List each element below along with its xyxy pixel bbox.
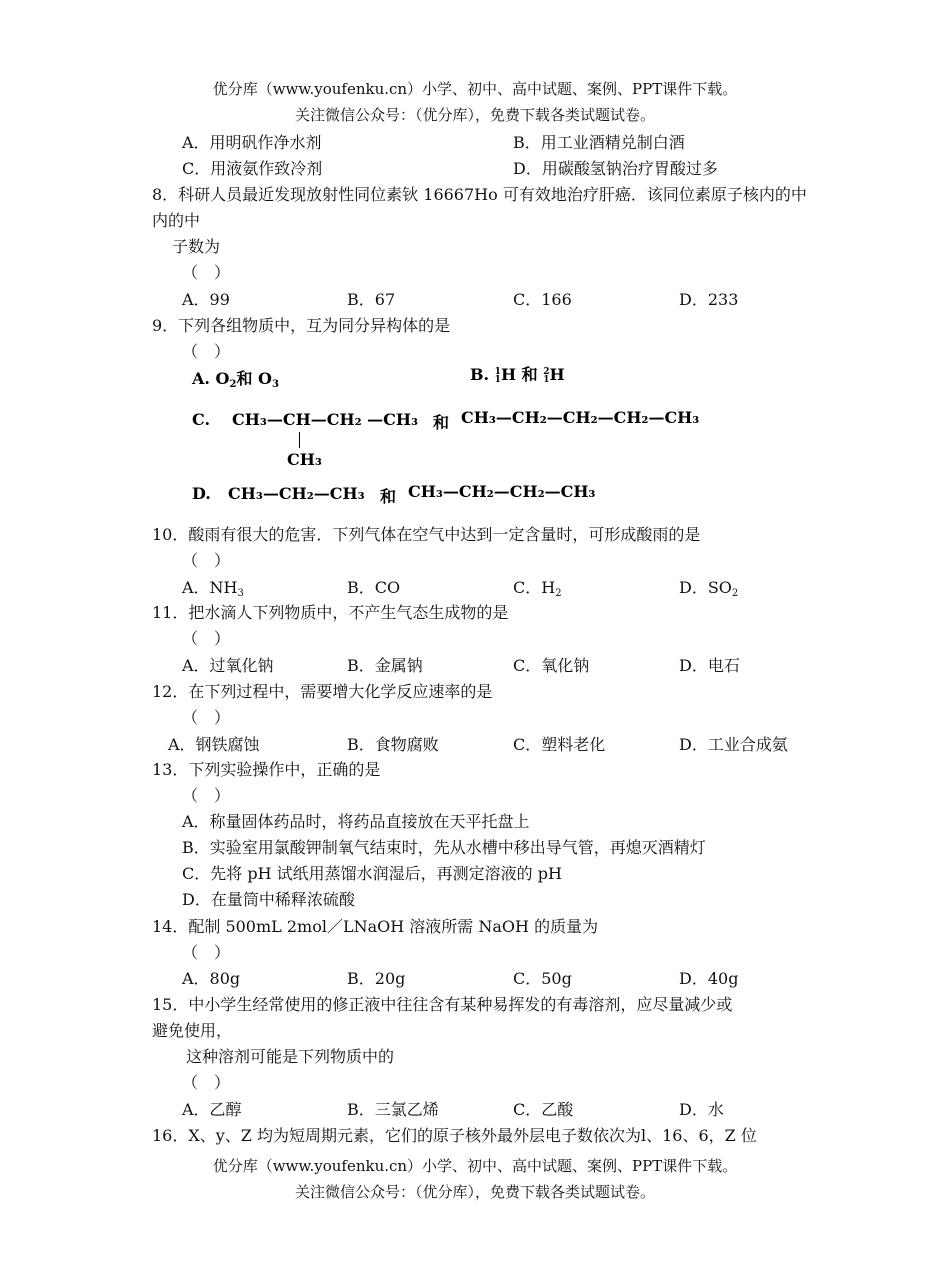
q13-option-d: D．在量筒中稀释浓硫酸 <box>182 890 355 909</box>
q13-option-c: C．先将 pH 试纸用蒸馏水润湿后，再测定溶液的 pH <box>182 864 562 883</box>
footer-line-2: 关注微信公众号：（优分库），免费下载各类试题试卷。 <box>294 1183 655 1201</box>
q15-text: 15．中小学生经常使用的修正液中往往含有某种易挥发的有毒溶剂，应尽量减少或 <box>152 995 733 1014</box>
q9-option-d-left: CH₃—CH₂—CH₃ <box>228 484 365 503</box>
q14-paren: （ ） <box>182 943 231 962</box>
q14-option-d: D．40g <box>679 969 739 988</box>
q9-option-d-and: 和 <box>380 487 397 506</box>
q11-option-d: D．电石 <box>679 656 740 675</box>
q9-option-b: B. 1 1H 和 2 1H <box>470 365 565 385</box>
q9-option-c-branch: CH₃ <box>287 450 322 469</box>
q12-option-c: C．塑料老化 <box>513 735 606 754</box>
q8-option-d: D．233 <box>679 290 739 309</box>
q8-option-a: A．99 <box>182 290 230 309</box>
q10-option-a: A．$NH_3$ <box>182 578 244 599</box>
q15-text-cont1: 避免使用， <box>152 1021 233 1040</box>
q14-text: 14．配制 500mL 2mol／LNaOH 溶液所需 NaOH 的质量为 <box>152 917 599 936</box>
q15-paren: （ ） <box>182 1073 231 1092</box>
q11-paren: （ ） <box>182 629 231 648</box>
q10-paren: （ ） <box>182 551 231 570</box>
q11-option-c: C．氧化钠 <box>513 656 590 675</box>
q9-text: 9．下列各组物质中，互为同分异构体的是 <box>152 316 451 335</box>
q9-option-c-label: C. <box>192 410 211 429</box>
q9-option-a: A. $O_2$和 $O_3$ <box>192 369 279 390</box>
q9-branch-bond <box>299 432 300 448</box>
q10-option-d: D．$SO_2$ <box>679 578 739 599</box>
q11-option-b: B．金属钠 <box>347 656 423 675</box>
header-line-2: 关注微信公众号：（优分库），免费下载各类试题试卷。 <box>294 106 655 124</box>
q11-option-a: A．过氧化钠 <box>182 656 274 675</box>
q15-option-c: C．乙酸 <box>513 1100 574 1119</box>
q9-option-d-label: D. <box>192 484 211 503</box>
q7-option-a: A．用明矾作净水剂 <box>182 133 322 152</box>
q12-option-b: B．食物腐败 <box>347 735 439 754</box>
q13-text: 13．下列实验操作中，正确的是 <box>152 760 381 779</box>
q14-option-b: B．20g <box>347 969 406 988</box>
q13-option-b: B．实验室用氯酸钾制氧气结束时，先从水槽中移出导气管，再熄灭酒精灯 <box>182 838 706 857</box>
header-line-1: 优分库（www.youfenku.cn）小学、初中、高中试题、案例、PPT课件下载。 <box>212 80 738 98</box>
q8-option-c: C．166 <box>513 290 572 309</box>
q8-text-wrap: 内的中 <box>152 211 201 230</box>
q7-option-b: B．用工业酒精兑制白酒 <box>513 133 685 152</box>
q8-text-cont: 子数为 <box>172 237 221 256</box>
q9-option-d-right: CH₃—CH₂—CH₂—CH₃ <box>408 482 596 501</box>
q15-text-cont2: 这种溶剂可能是下列物质中的 <box>186 1047 395 1066</box>
q13-paren: （ ） <box>182 786 231 805</box>
q14-option-c: C．50g <box>513 969 572 988</box>
q9-option-c-right: CH₃—CH₂—CH₂—CH₂—CH₃ <box>461 408 700 427</box>
q8-paren: （ ） <box>182 263 231 282</box>
q10-text: 10．酸雨有很大的危害．下列气体在空气中达到一定含量时，可形成酸雨的是 <box>152 525 701 544</box>
footer-line-1: 优分库（www.youfenku.cn）小学、初中、高中试题、案例、PPT课件下载。 <box>212 1157 738 1175</box>
q14-option-a: A．80g <box>182 969 241 988</box>
q10-option-c: C．$H_2$ <box>513 578 562 599</box>
q15-option-b: B．三氯乙烯 <box>347 1100 439 1119</box>
q12-option-d: D．工业合成氨 <box>679 735 788 754</box>
q12-option-a: A．钢铁腐蚀 <box>168 735 260 754</box>
q12-text: 12．在下列过程中，需要增大化学反应速率的是 <box>152 682 493 701</box>
q12-paren: （ ） <box>182 708 231 727</box>
q7-option-c: C．用液氨作致冷剂 <box>182 159 323 178</box>
q10-option-b: B．CO <box>347 578 401 597</box>
q16-text: 16．X、y、Z 均为短周期元素，它们的原子核外最外层电子数依次为l、16、6，Z 位 <box>152 1126 757 1145</box>
q9-option-c-and: 和 <box>433 413 450 432</box>
q8-option-b: B．67 <box>347 290 396 309</box>
q9-option-c-left: CH₃—CH—CH₂ —CH₃ <box>232 410 418 429</box>
q7-option-d: D．用碳酸氢钠治疗胃酸过多 <box>513 159 718 178</box>
q11-text: 11．把水滴人下列物质中，不产生气态生成物的是 <box>152 603 509 622</box>
q15-option-d: D．水 <box>679 1100 724 1119</box>
q13-option-a: A．称量固体药品时，将药品直接放在天平托盘上 <box>182 812 530 831</box>
q9-paren: （ ） <box>182 342 231 361</box>
q8-text: 8．科研人员最近发现放射性同位素钬 16667Ho 可有效地治疗肝癌．该同位素原子核内的中 <box>152 185 807 204</box>
q15-option-a: A．乙醇 <box>182 1100 242 1119</box>
